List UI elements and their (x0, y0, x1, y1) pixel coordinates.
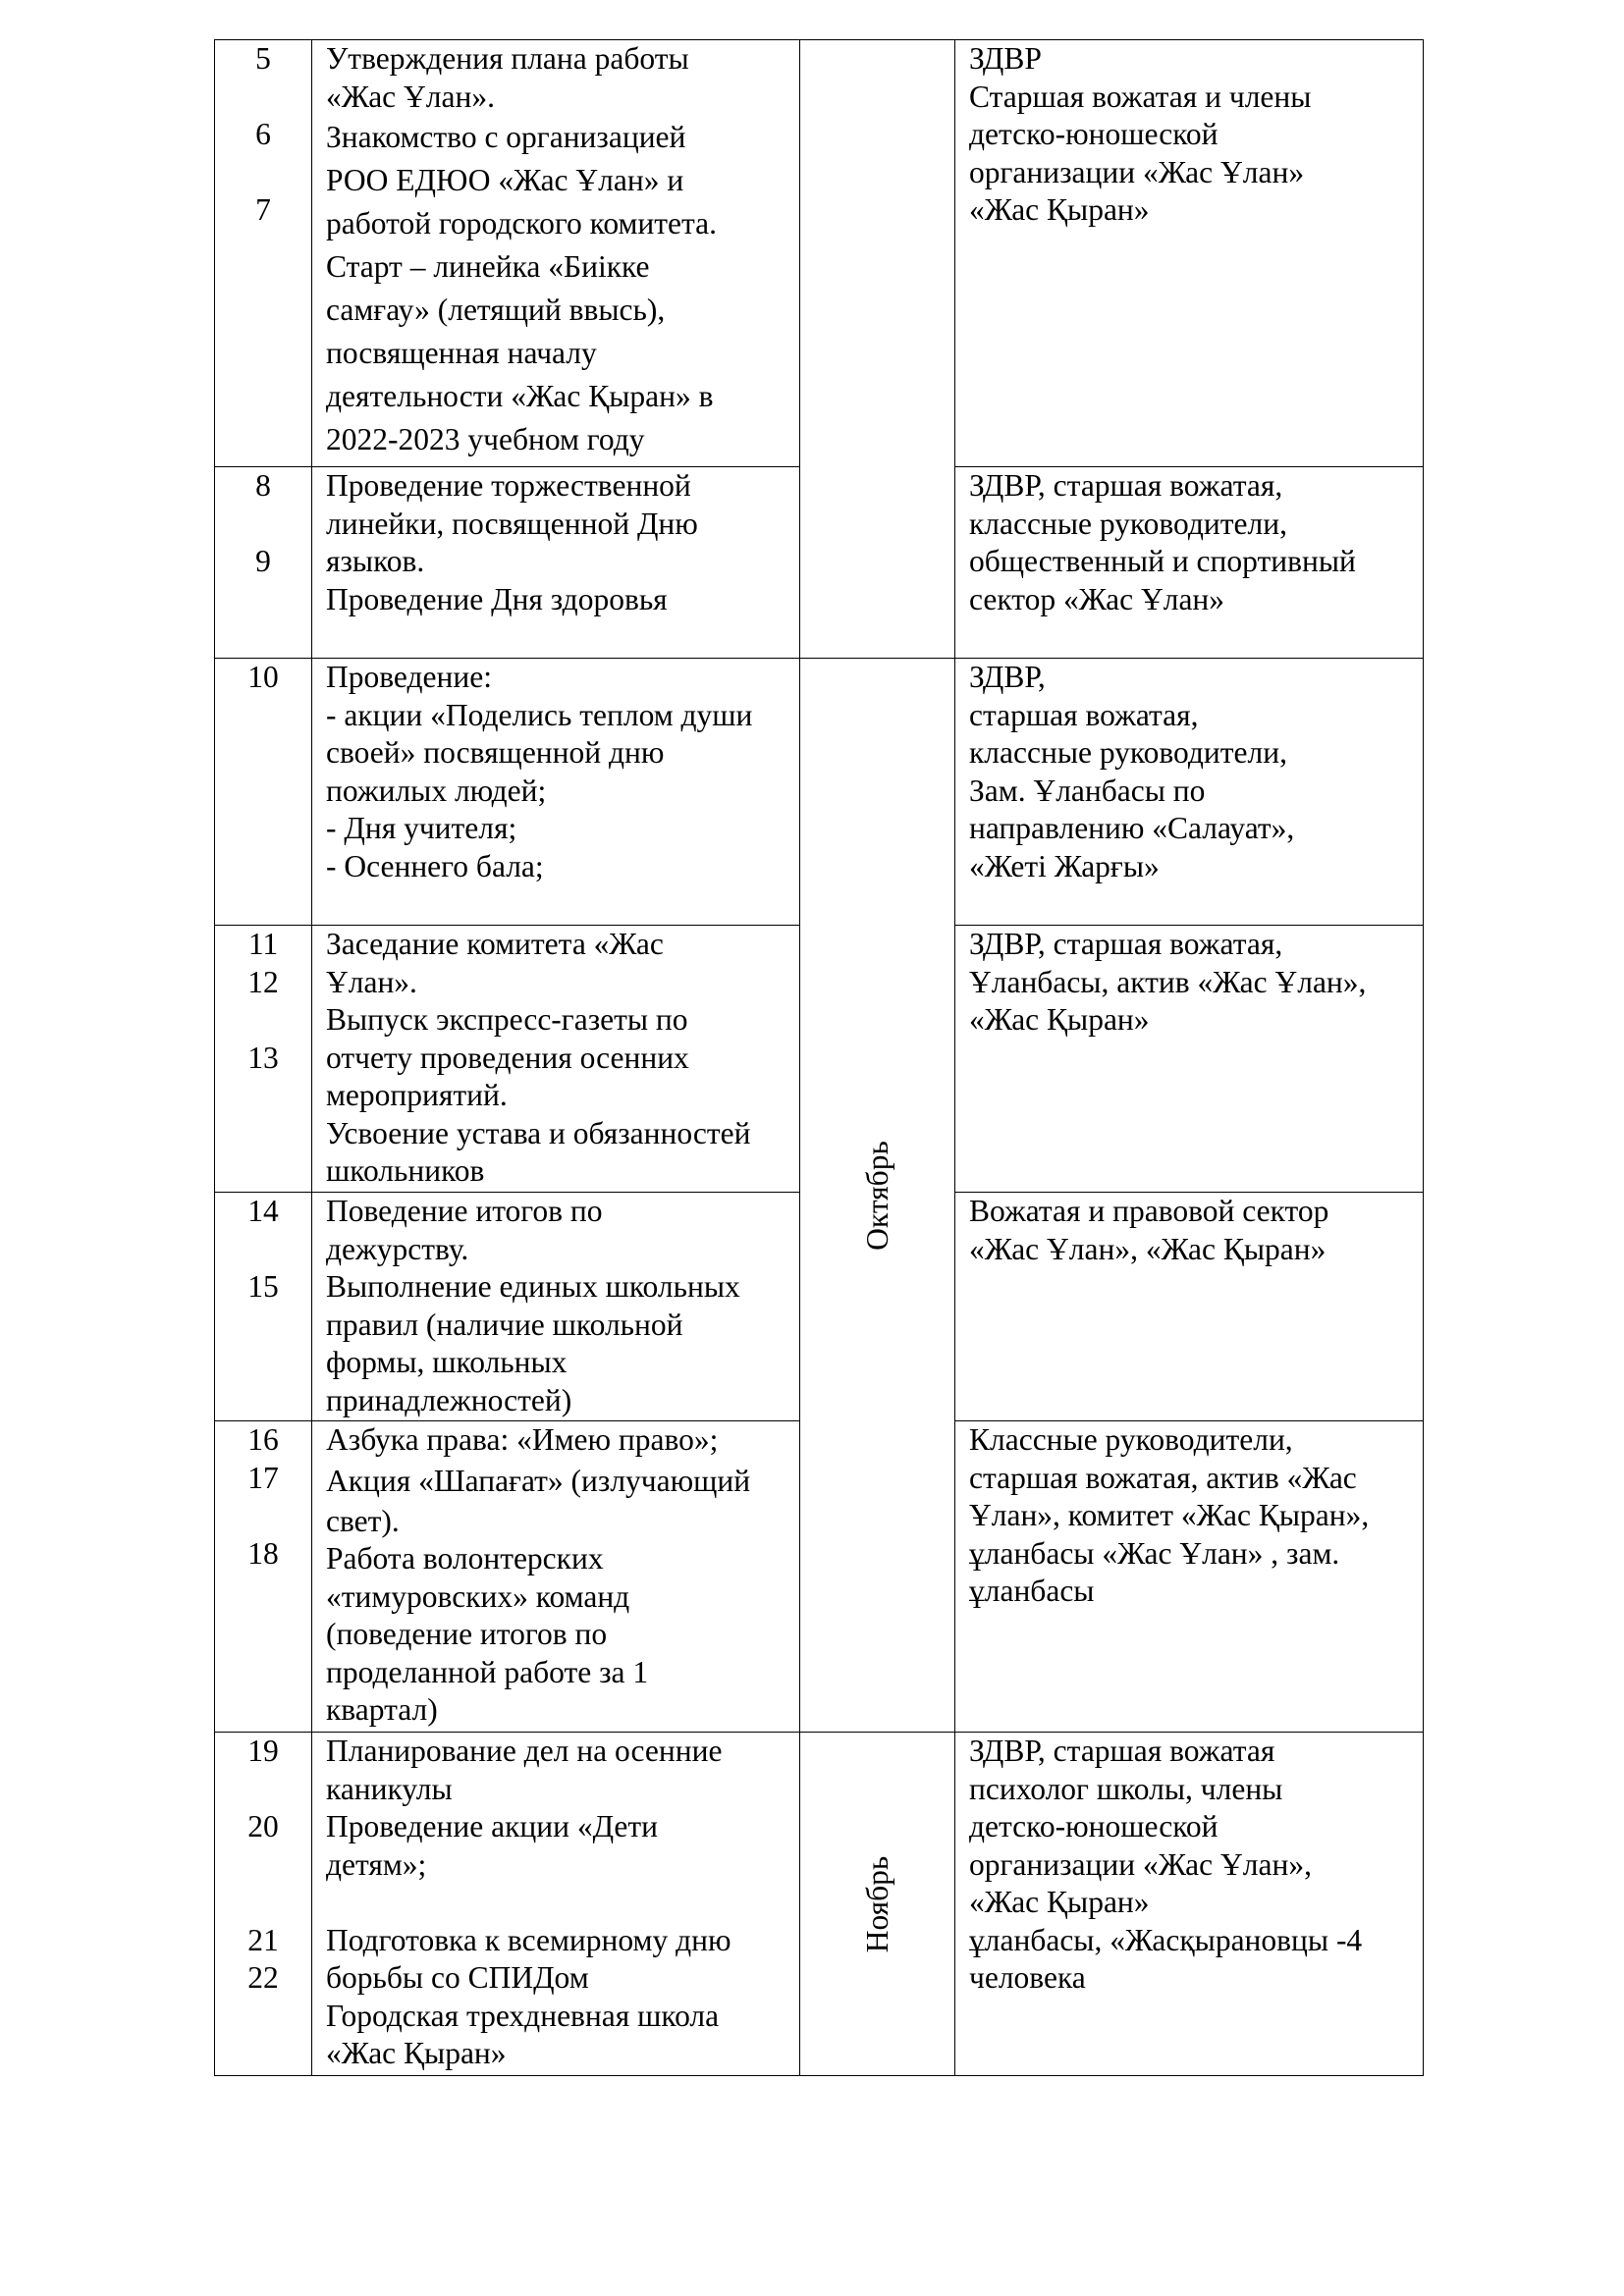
activity-line: отчету проведения осенних (326, 1040, 689, 1075)
item-number: 19 (247, 1734, 279, 1768)
item-numbers (215, 1733, 312, 2076)
activity-line: «тимуровских» команд (326, 1578, 630, 1614)
activity-cell (312, 1421, 800, 1733)
activity-cell (312, 659, 800, 926)
activity-cell (312, 1193, 800, 1421)
activity-line: Проведение: (326, 660, 492, 694)
activity-line: (поведение итогов по (326, 1617, 608, 1651)
activity-line: Заседание комитета «Жас (326, 927, 664, 961)
activity-line: Проведение акции «Дети (326, 1809, 659, 1843)
responsible-line: Ұланбасы, актив «Жас Ұлан», (969, 964, 1367, 999)
activity-line: - Осеннего бала; (326, 848, 544, 883)
activity-line: Проведение торжественной (326, 468, 691, 503)
activity-line: правил (наличие школьной (326, 1307, 683, 1342)
responsible-line: «Жеті Жарғы» (969, 848, 1160, 883)
activity-line: самғау» (летящий ввысь), (326, 293, 666, 327)
item-numbers (215, 1421, 312, 1733)
activity-line: пожилых людей; (326, 773, 547, 808)
responsible-line: классные руководители, (969, 735, 1287, 770)
item-number: 20 (247, 1809, 279, 1843)
item-numbers (215, 40, 312, 467)
item-number: 5 (255, 41, 271, 76)
activity-line: Выпуск экспресс-газеты по (326, 1002, 688, 1037)
table-row (215, 40, 1424, 467)
responsible-line: ЗДВР, старшая вожатая, (969, 468, 1283, 503)
activity-line: Азбука права: «Имею право»; (326, 1422, 719, 1457)
activity-cell (312, 40, 800, 467)
item-number: 11 (247, 927, 279, 961)
month-cell-november (800, 1733, 955, 2076)
table-row (215, 1733, 1424, 2076)
activity-line: Проведение Дня здоровья (326, 581, 668, 616)
responsible-line: ЗДВР, старшая вожатая, (969, 927, 1283, 961)
responsible-cell (955, 467, 1424, 659)
item-number: 10 (247, 660, 279, 694)
activity-plan-table (214, 39, 1424, 2076)
activity-cell (312, 926, 800, 1193)
activity-line: квартал) (326, 1692, 438, 1727)
activity-cell (312, 467, 800, 659)
responsible-cell (955, 1193, 1424, 1421)
activity-line: посвященная началу (326, 336, 597, 370)
activity-line: проделанной работе за 1 (326, 1654, 649, 1689)
item-numbers (215, 1193, 312, 1421)
responsible-line: ЗДВР, (969, 660, 1046, 694)
responsible-line: сектор «Жас Ұлан» (969, 581, 1225, 616)
item-number: 14 (247, 1194, 279, 1228)
activity-line: Работа волонтерских (326, 1541, 604, 1575)
item-number: 7 (255, 192, 271, 227)
activity-line: формы, школьных (326, 1345, 568, 1379)
item-number: 18 (247, 1535, 279, 1571)
month-cell-october (800, 659, 955, 1733)
month-label-november: Ноябрь (859, 1855, 894, 1952)
activity-line: детям»; (326, 1846, 427, 1882)
responsible-line: «Жас Қыран» (969, 1002, 1150, 1037)
responsible-line: ұланбасы, «Жасқырановцы -4 (969, 1922, 1363, 1957)
item-number: 17 (247, 1460, 279, 1495)
responsible-line: направлению «Салауат», (969, 811, 1295, 845)
activity-line: линейки, посвященной Дню (326, 506, 698, 541)
responsible-line: Вожатая и правовой сектор (969, 1194, 1329, 1228)
activity-line: дежурству. (326, 1231, 469, 1266)
activity-line: языков. (326, 544, 425, 578)
activity-line: работой городского комитета. (326, 206, 718, 240)
responsible-line: Классные руководители, (969, 1422, 1293, 1457)
activity-line: деятельности «Жас Қыран» в (326, 379, 714, 413)
responsible-line: ЗДВР (969, 41, 1042, 76)
responsible-line: классные руководители, (969, 506, 1287, 541)
month-label-october: Октябрь (859, 1140, 894, 1251)
responsible-line: Старшая вожатая и члены (969, 79, 1312, 114)
responsible-line: детско-юношеской (969, 117, 1218, 151)
table-row (215, 659, 1424, 926)
activity-line: своей» посвященной дню (326, 735, 665, 770)
responsible-line: общественный и спортивный (969, 544, 1356, 578)
activity-cell (312, 1733, 800, 2076)
activity-line: Усвоение устава и обязанностей (326, 1115, 751, 1150)
responsible-cell (955, 1733, 1424, 2076)
responsible-cell (955, 659, 1424, 926)
item-number: 12 (247, 964, 279, 999)
responsible-line: старшая вожатая, (969, 697, 1199, 732)
activity-line: Знакомство с организацией (326, 120, 686, 154)
activity-line: Планирование дел на осенние (326, 1734, 723, 1768)
responsible-line: старшая вожатая, актив «Жас (969, 1460, 1357, 1495)
activity-line: Подготовка к всемирному дню (326, 1922, 731, 1957)
responsible-line: «Жас Қыран» (969, 192, 1150, 227)
activity-line: «Жас Қыран» (326, 2036, 507, 2070)
activity-line: свет). (326, 1503, 400, 1538)
responsible-line: Ұлан», комитет «Жас Қыран», (969, 1498, 1370, 1532)
responsible-line: ЗДВР, старшая вожатая (969, 1734, 1275, 1768)
item-number: 22 (247, 1960, 279, 1995)
activity-line: Городская трехдневная школа (326, 1998, 720, 2033)
month-cell-empty (800, 40, 955, 659)
activity-line: Старт – линейка «Биікке (326, 249, 650, 284)
item-numbers (215, 467, 312, 659)
activity-line: мероприятий. (326, 1078, 508, 1112)
activity-line: каникулы (326, 1771, 453, 1806)
activity-line: Утверждения плана работы (326, 41, 689, 76)
activity-line: школьников (326, 1153, 485, 1188)
item-number: 15 (247, 1269, 279, 1304)
activity-line: Акция «Шапағат» (излучающий (326, 1463, 751, 1498)
responsible-cell (955, 40, 1424, 467)
activity-line: 2022-2023 учебном году (326, 422, 645, 456)
item-numbers (215, 659, 312, 926)
responsible-cell (955, 1421, 1424, 1733)
activity-line: «Жас Ұлан». (326, 79, 495, 114)
responsible-cell (955, 926, 1424, 1193)
activity-line: Ұлан». (326, 964, 417, 999)
activity-line: Поведение итогов по (326, 1194, 603, 1228)
item-number: 6 (255, 117, 271, 151)
responsible-line: «Жас Ұлан», «Жас Қыран» (969, 1231, 1326, 1266)
item-number: 16 (247, 1422, 279, 1457)
responsible-line: «Жас Қыран» (969, 1885, 1150, 1919)
responsible-line: психолог школы, члены (969, 1771, 1283, 1806)
activity-line: борьбы со СПИДом (326, 1960, 589, 1995)
activity-line: РОО ЕДЮО «Жас Ұлан» и (326, 163, 684, 197)
activity-line: принадлежностей) (326, 1382, 572, 1417)
activity-line: - Дня учителя; (326, 811, 517, 845)
responsible-line: организации «Жас Ұлан», (969, 1846, 1312, 1882)
responsible-line: ұланбасы «Жас Ұлан» , зам. (969, 1535, 1340, 1571)
item-number: 8 (255, 468, 271, 503)
item-number: 21 (247, 1922, 279, 1957)
activity-line: Выполнение единых школьных (326, 1269, 740, 1304)
item-number: 9 (255, 544, 271, 578)
item-number: 13 (247, 1040, 279, 1075)
item-numbers (215, 926, 312, 1193)
activity-line: - акции «Поделись теплом души (326, 697, 753, 732)
responsible-line: человека (969, 1960, 1086, 1995)
responsible-line: детско-юношеской (969, 1809, 1218, 1843)
responsible-line: ұланбасы (969, 1574, 1095, 1608)
responsible-line: организации «Жас Ұлан» (969, 154, 1305, 189)
responsible-line: Зам. Ұланбасы по (969, 773, 1206, 808)
